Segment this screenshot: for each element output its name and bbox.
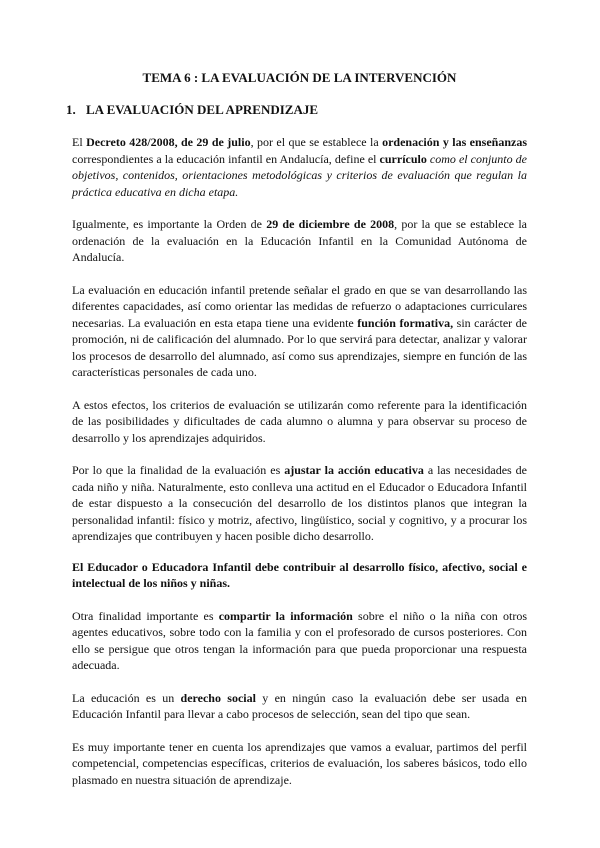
text-run: a las necesidades de cada niño y niña. Naturalmente, esto conlleva una actitud en el Educador o Educadora Infantil de estar dispuesto a la consecución del desarrollo de los distintos planos que integran la personalidad infantil: físico y motriz, afectivo, lingüístico, social y cognitivo, y a procurar los aprendizajes que contribuyen y hacen posible dicho desarrollo. [72,463,527,543]
text-run: El [72,135,87,149]
paragraph-criterios [72,397,527,447]
text-run: Otra finalidad importante es [72,608,219,623]
bold-run: 29 de diciembre de 2008 [266,217,395,231]
text-run: Igualmente, es importante la Orden de [72,217,267,231]
text-run: y en ningún caso la evaluación debe ser usada en Educación Infantil para llevar a cabo procesos de selección, sean del tipo que sean. [72,690,527,721]
section-number: 1. [66,102,76,117]
bold-run: Decreto 428/2008, de 29 de julio [86,135,251,149]
paragraph-compartir [72,608,527,674]
bold-run: El Educador o Educadora Infantil debe contribuir al desarrollo físico, afectivo, social e intelectual de los niños y niñas. [72,559,527,590]
paragraph-decreto [72,134,527,200]
text-run: correspondientes a la educación infantil en Andalucía, define el [72,151,380,166]
text-run: A estos efectos, los criterios de evaluación se utilizarán como referente para la identificación de las posibilidades y dificultades de cada alumno o alumna y para observar su proceso de desarrollo y los aprendizajes adquiridos. [72,397,527,445]
bold-run: compartir la información [218,608,353,623]
text-run: La educación es un [72,690,181,705]
text-run: Es muy importante tener en cuenta los aprendizajes que vamos a evaluar, partimos del perfil competencial, competencias específicas, criterios de evaluación, los saberes básicos, todo ello plasmado en nuestra situación de aprendizaje. [72,739,527,787]
paragraph-derecho-social [72,690,527,723]
document-title: TEMA 6 : LA EVALUACIÓN DE LA INTERVENCIÓN [142,70,457,85]
bold-run: currículo [379,151,427,166]
paragraph-evaluacion-infantil [72,282,527,381]
italic-run: como el conjunto de objetivos, contenidos, orientaciones metodológicas y criterios de evaluación que regulan la práctica educativa en dicha etapa. [72,151,527,199]
text-run: Por lo que la finalidad de la evaluación es [72,463,285,477]
paragraph-aprendizajes [72,739,527,789]
text-run: , por el que se establece la [250,135,383,149]
paragraph-educador-bold [72,559,527,592]
text-run: , por la que se establece la ordenación de la evaluación en la Educación Infantil en la Comunidad Autónoma de Andalucía. [72,217,527,264]
bold-run: derecho social [180,690,256,705]
document-page [66,70,528,804]
bold-run: ordenación y las enseñanzas [382,135,527,149]
text-run: La evaluación en educación infantil pretende señalar el grado en que se van desarrollando las diferentes capacidades, así como orientar las medidas de refuerzo o adaptaciones curriculares necesarias. La evaluación en esta etapa tiene una evidente [72,282,527,330]
text-run: sobre el niño o la niña con otros agentes educativos, sobre todo con la familia y con el profesorado de cursos posteriores. Con ello se persigue que otros tengan la información para que pueda proporcionar una respuesta adecuada. [72,608,528,672]
section-heading [66,102,527,118]
paragraph-finalidad [72,462,527,545]
bold-run: función formativa, [357,315,454,330]
text-run: sin carácter de promoción, ni de calificación del alumnado. Por lo que servirá para detectar, analizar y valorar los procesos de desarrollo del alumnado, así como sus aprendizajes, siempre en función de las características personales de cada uno. [72,315,527,379]
paragraph-orden [72,216,527,266]
section-heading-text: LA EVALUACIÓN DEL APRENDIZAJE [86,102,319,117]
bold-run: ajustar la acción educativa [284,463,424,477]
